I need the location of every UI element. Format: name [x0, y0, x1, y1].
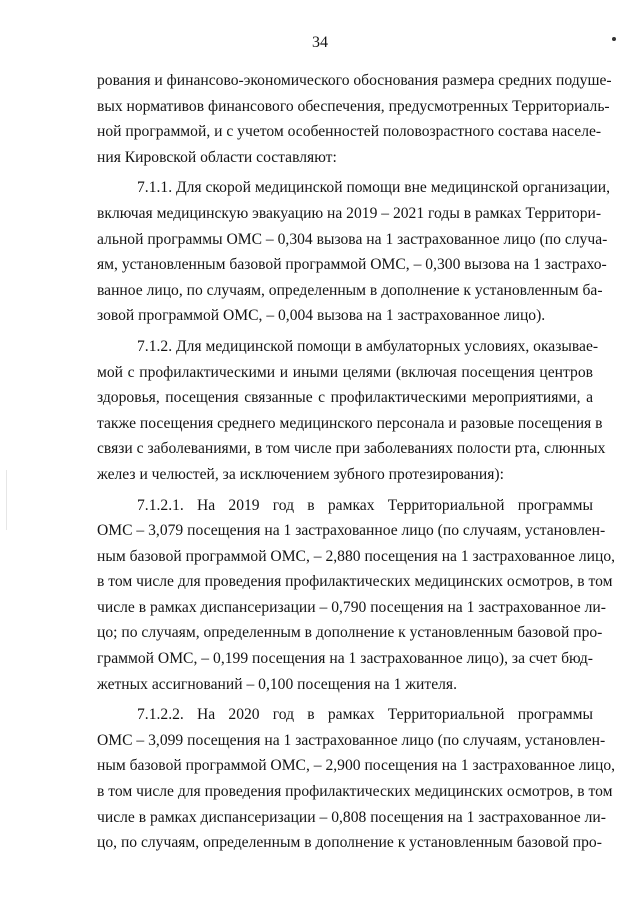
text-line: желез и челюстей, за исключением зубного протезирования):: [97, 465, 504, 483]
text-line: цо; по случаям, определенным в дополнение к установленным базовой про-: [97, 624, 603, 642]
paragraph-7-1-2: [97, 334, 606, 488]
text-line: связи с заболеваниями, в том числе при заболеваниях полости рта, слюнных: [97, 440, 606, 458]
paragraph-7-1-1: [97, 175, 611, 329]
text-line: в том числе для проведения профилактических медицинских осмотров, в том: [97, 783, 613, 801]
text-line: числе в рамках диспансеризации – 0,790 посещения на 1 застрахованное ли-: [97, 598, 606, 616]
text-line: ния Кировской области составляют:: [97, 148, 337, 166]
text-line: 7.1.1. Для скорой медицинской помощи вне медицинской организации,: [137, 179, 611, 197]
scan-margin-mark: [6, 470, 7, 530]
text-line: 7.1.2.1. На 2019 год в рамках Территориальной программы: [137, 496, 593, 514]
text-line: ванное лицо, по случаям, определенным в дополнение к установленным ба-: [97, 281, 603, 299]
text-line: в том числе для проведения профилактических медицинских осмотров, в том: [97, 573, 613, 591]
text-line: жетных ассигнований – 0,100 посещения на 1 жителя.: [97, 675, 457, 693]
text-line: зовой программой ОМС, – 0,004 вызова на 1 застрахованное лицо).: [97, 307, 546, 325]
text-line: мой с профилактическими и иными целями (включая посещения центров: [97, 363, 593, 381]
text-line: цо, по случаям, определенным в дополнение к установленным базовой про-: [97, 834, 602, 852]
paragraph-7-1-2-2: [97, 702, 616, 856]
text-line: включая медицинскую эвакуацию на 2019 – 2021 годы в рамках Территори-: [97, 204, 602, 222]
text-line: также посещения среднего медицинского персонала и разовые посещения в: [97, 414, 603, 432]
text-line: ям, установленным базовой программой ОМС, – 0,300 вызова на 1 застрахо-: [97, 256, 607, 274]
text-line: ным базовой программой ОМС, – 2,900 посещения на 1 застрахованное лицо,: [97, 757, 616, 775]
text-line: 7.1.2.2. На 2020 год в рамках Территориальной программы: [137, 706, 593, 724]
paragraph-continuation: [97, 68, 612, 170]
text-line: вых нормативов финансового обеспечения, предусмотренных Территориаль-: [97, 97, 610, 115]
text-line: граммой ОМС, – 0,199 посещения на 1 застрахованное лицо), за счет бюд-: [97, 650, 593, 668]
page-number: 34: [312, 34, 328, 51]
text-line: ОМС – 3,099 посещения на 1 застрахованное лицо (по случаям, установлен-: [97, 731, 606, 749]
text-line: ной программой, и с учетом особенностей половозрастного состава населе-: [97, 123, 602, 141]
text-line: ным базовой программой ОМС, – 2,880 посещения на 1 застрахованное лицо,: [97, 547, 616, 565]
text-line: ОМС – 3,079 посещения на 1 застрахованное лицо (по случаям, установлен-: [97, 522, 606, 540]
paragraph-7-1-2-1: [97, 493, 616, 698]
scan-dot: [612, 37, 616, 41]
text-line: рования и финансово-экономического обоснования размера средних подуше-: [97, 72, 612, 89]
document-body: [97, 68, 616, 856]
text-line: альной программы ОМС – 0,304 вызова на 1 застрахованное лицо (по случа-: [97, 230, 608, 248]
text-line: здоровья, посещения связанные с профилактическими мероприятиями, а: [97, 389, 593, 407]
text-line: 7.1.2. Для медицинской помощи в амбулаторных условиях, оказывае-: [137, 337, 599, 355]
text-line: числе в рамках диспансеризации – 0,808 посещения на 1 застрахованное ли-: [97, 808, 606, 826]
